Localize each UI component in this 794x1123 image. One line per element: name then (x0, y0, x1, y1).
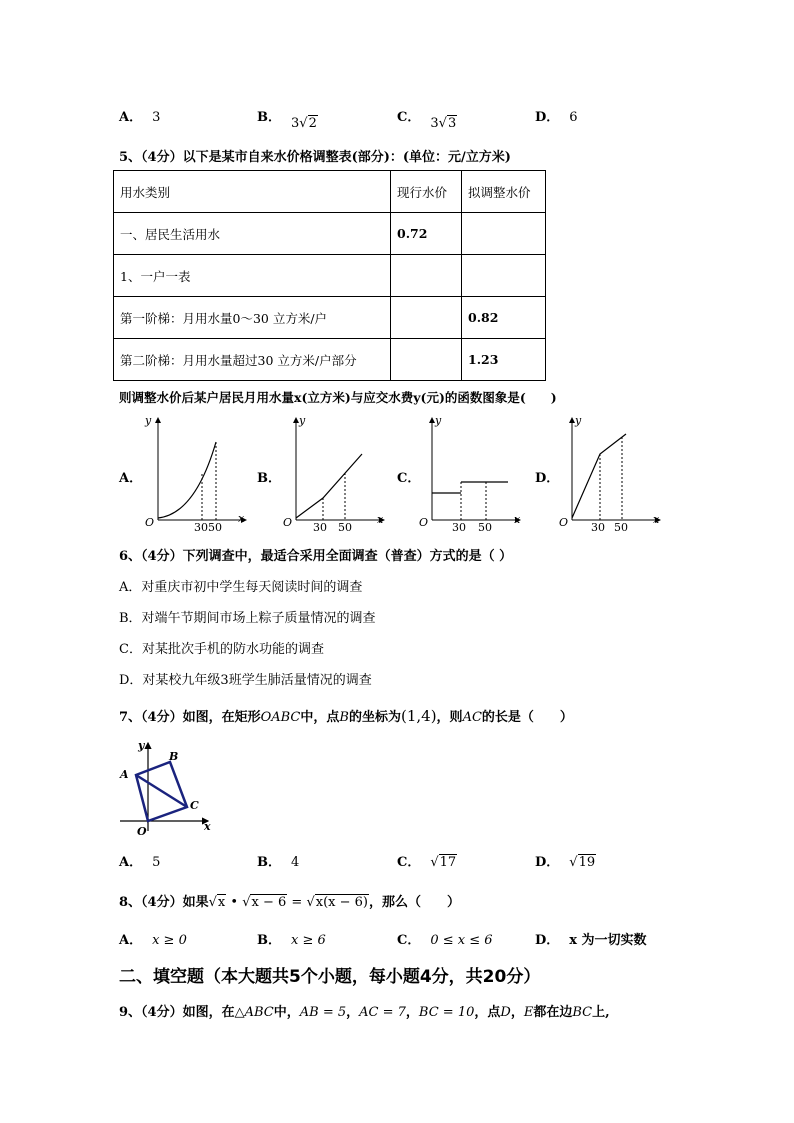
graph-label-d: D． (535, 471, 560, 486)
table-cell: 0.82 (462, 297, 546, 339)
segment-name: BC (572, 1005, 593, 1020)
radicand: x(x − 6) (315, 895, 368, 910)
y-axis-label: y (145, 414, 152, 427)
q9-stem-part: 中， (273, 1005, 300, 1020)
radicand: 3 (447, 116, 457, 131)
y-axis-label: y (435, 414, 442, 427)
option-value: 0 ≤ x ≤ 6 (430, 933, 493, 948)
origin-label: O (137, 825, 147, 838)
q9-stem (119, 1001, 610, 1020)
point-b-label: B (169, 750, 179, 763)
tick-50: 50 (208, 521, 222, 534)
table-cell (462, 213, 546, 255)
coordinate: (1,4) (400, 707, 437, 725)
option-label: B． (257, 110, 281, 125)
point-c-label: C (190, 799, 199, 812)
q7-option-b (257, 851, 299, 870)
table-row (114, 339, 546, 381)
q4-option-d (535, 106, 578, 125)
table-header-cell: 现行水价 (391, 171, 462, 213)
q8-option-b (257, 929, 326, 948)
rectangle-figure (112, 735, 222, 840)
option-value: x 为一切实数 (569, 933, 647, 948)
option-label: C． (397, 855, 421, 870)
point-name: E (523, 1005, 534, 1020)
table-cell: 1、一户一表 (114, 255, 391, 297)
section-heading: 二、填空题（本大题共5个小题，每小题4分，共20分） (119, 967, 541, 987)
table-cell: 一、居民生活用水 (114, 213, 391, 255)
tick-50: 50 (338, 521, 352, 534)
triangle-name: △ABC (234, 1005, 274, 1020)
multiply-dot: • (230, 895, 239, 910)
option-coef: 3 (430, 116, 439, 131)
table-row (114, 213, 546, 255)
table-cell: 1.23 (462, 339, 546, 381)
q7-stem-part: 7、（4分）如图，在矩形 (119, 710, 261, 725)
option-label: A． (119, 110, 143, 125)
sqrt-sign: √3 (438, 116, 457, 131)
x-axis-label: x (653, 513, 660, 526)
separator: ， (346, 1005, 360, 1020)
radicand: x − 6 (251, 895, 287, 910)
radicand: 2 (308, 116, 317, 131)
radicand: 19 (578, 855, 596, 870)
sqrt-sign: √x (208, 895, 226, 910)
option-label: D． (535, 110, 560, 125)
q8-option-a (119, 929, 187, 948)
water-price-table (113, 170, 546, 381)
table-header-cell: 用水类别 (114, 171, 391, 213)
graph-label-b: B． (257, 471, 281, 486)
q7-stem (119, 706, 573, 725)
q8-option-c (397, 929, 493, 948)
point-a-label: A (120, 768, 129, 781)
option-label: C． (397, 110, 421, 125)
option-value: 6 (569, 110, 578, 125)
option-label: B． (257, 933, 281, 948)
x-axis-label: x (377, 513, 384, 526)
graph-label-a: A． (119, 471, 143, 486)
option-label: B． (257, 855, 281, 870)
x-axis-label: x (238, 512, 245, 525)
option-label: A． (119, 933, 143, 948)
table-cell: 0.72 (391, 213, 462, 255)
q9-stem-part: 9、（4分）如图，在 (119, 1005, 235, 1020)
option-value: x ≥ 6 (291, 933, 326, 948)
radicand: x (217, 895, 226, 910)
segment-name: AC (462, 710, 482, 725)
q7-option-a (119, 851, 160, 870)
origin-label: O (419, 516, 429, 529)
q6-option-b: B．对端午节期间市场上粽子质量情况的调查 (119, 611, 376, 626)
option-value: 5 (152, 855, 161, 870)
q7-stem-part: 的坐标为 (348, 710, 401, 725)
sqrt-sign: √19 (569, 855, 596, 870)
equals-sign: = (291, 895, 303, 910)
q8-stem-part: ，那么（ ） (368, 895, 460, 910)
tick-30: 30 (452, 521, 466, 534)
x-axis-label: x (514, 513, 521, 526)
origin-label: O (559, 516, 569, 529)
q9-stem-part: 上, (592, 1005, 610, 1020)
radicand: 17 (439, 855, 457, 870)
tick-50: 50 (614, 521, 628, 534)
option-label: C． (397, 933, 421, 948)
option-label: D． (535, 855, 560, 870)
y-axis-label: y (138, 739, 145, 752)
q5-question: 则调整水价后某户居民月用水量x(立方米)与应交水费y(元)的函数图象是( ) (119, 390, 557, 405)
q8-stem (119, 891, 460, 910)
sqrt-sign: √17 (430, 855, 457, 870)
table-cell: 第二阶梯：月用水量超过30 立方米/户部分 (114, 339, 391, 381)
option-label: D． (535, 933, 560, 948)
table-cell (391, 255, 462, 297)
q7-stem-part: ，则 (436, 710, 463, 725)
math-expr: AB = 5 (299, 1005, 347, 1020)
tick-30: 30 (313, 521, 327, 534)
q4-option-c (397, 106, 457, 131)
q5-stem: 5、（4分）以下是某市自来水价格调整表(部分)：(单位：元/立方米) (119, 150, 511, 165)
q7-option-d (535, 851, 596, 870)
table-cell (391, 297, 462, 339)
option-value: 3 (152, 110, 161, 125)
tick-30: 30 (194, 521, 208, 534)
option-value: 4 (291, 855, 300, 870)
math-expr: BC = 10 (418, 1005, 475, 1020)
q4-option-b (257, 106, 318, 131)
table-cell: 第一阶梯：月用水量0～30 立方米/户 (114, 297, 391, 339)
separator: ， (405, 1005, 419, 1020)
sqrt-sign: √x(x − 6) (306, 895, 368, 910)
tick-50: 50 (478, 521, 492, 534)
q7-stem-part: 的长是（ ） (481, 710, 573, 725)
origin-label: O (283, 516, 293, 529)
x-axis-label: x (204, 820, 211, 833)
q8-stem-part: 8、（4分）如果 (119, 895, 209, 910)
option-value: x ≥ 0 (152, 933, 187, 948)
graph-c (414, 410, 526, 535)
table-cell (391, 339, 462, 381)
option-label: A． (119, 855, 143, 870)
point-name: D (500, 1005, 511, 1020)
rect-name: OABC (260, 710, 301, 725)
q6-option-a: A．对重庆市初中学生每天阅读时间的调查 (119, 580, 363, 595)
q9-stem-part: ，点 (474, 1005, 501, 1020)
q7-option-c (397, 851, 457, 870)
table-cell (462, 255, 546, 297)
q7-stem-part: 中，点 (300, 710, 340, 725)
q9-stem-part: 都在边 (533, 1005, 573, 1020)
point-name: B (339, 710, 349, 725)
sqrt-sign: √2 (299, 116, 317, 131)
table-header-row (114, 171, 546, 213)
q6-stem: 6、（4分）下列调查中，最适合采用全面调查（普查）方式的是（ ） (119, 549, 513, 564)
table-header-cell: 拟调整水价 (462, 171, 546, 213)
y-axis-label: y (575, 414, 582, 427)
origin-label: O (145, 516, 155, 529)
q6-option-d: D．对某校九年级3班学生肺活量情况的调查 (119, 673, 372, 688)
option-coef: 3 (291, 116, 300, 131)
graph-b (278, 410, 390, 535)
q6-option-c: C．对某批次手机的防水功能的调查 (119, 642, 324, 657)
q8-option-d (535, 929, 647, 948)
graph-a (140, 410, 252, 535)
separator: ， (510, 1005, 524, 1020)
graph-label-c: C． (397, 471, 421, 486)
tick-30: 30 (591, 521, 605, 534)
table-row (114, 297, 546, 339)
q4-option-a (119, 106, 160, 125)
y-axis-label: y (299, 414, 306, 427)
sqrt-sign: √x − 6 (242, 895, 287, 910)
graph-d (554, 410, 666, 535)
math-expr: AC = 7 (359, 1005, 406, 1020)
table-row (114, 255, 546, 297)
